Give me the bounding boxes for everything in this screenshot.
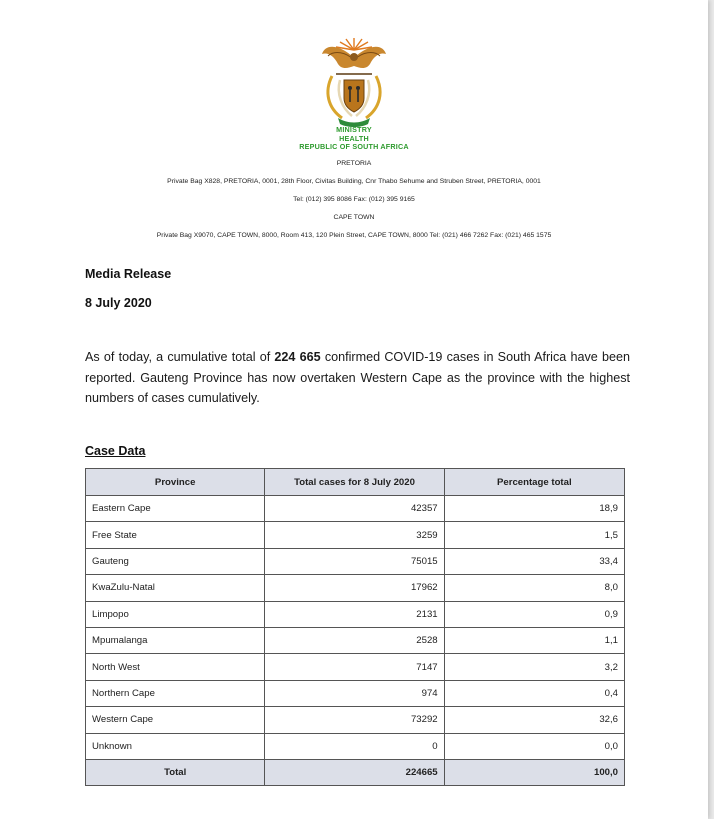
ministry-line: MINISTRY: [336, 125, 372, 134]
ministry-line: HEALTH: [339, 133, 369, 143]
total-label-cell: Total: [86, 759, 265, 785]
body-total: 224 665: [274, 350, 321, 364]
coat-of-arms-icon: [318, 36, 390, 128]
release-type: Media Release: [85, 267, 172, 281]
cape-town-address: Private Bag X9070, CAPE TOWN, 8000, Room 413, 120 Plein Street, CAPE TOWN, 8000 Tel: (021) 466 7262 Fax: (021) 465 1575: [156, 232, 552, 239]
percentage-cell: 33,4: [444, 548, 624, 574]
table-row: [86, 627, 625, 653]
table-row: [86, 707, 625, 733]
cases-cell: 7147: [265, 654, 444, 680]
cases-cell: 17962: [265, 575, 444, 601]
province-cell: Gauteng: [86, 548, 265, 574]
pretoria-address: Private Bag X828, PRETORIA, 0001, 28th Floor, Civitas Building, Cnr Thabo Sehume and Struben Street, PRETORIA, 0001: [167, 178, 541, 185]
body-intro: As of today, a cumulative total of: [85, 350, 275, 364]
table-row: [86, 654, 625, 680]
total-percentage-cell: 100,0: [444, 759, 624, 785]
percentage-cell: 8,0: [444, 575, 624, 601]
cases-cell: 974: [265, 680, 444, 706]
case-data-heading: Case Data: [85, 444, 146, 458]
cases-cell: 75015: [265, 548, 444, 574]
body-rest: confirmed COVID-19 cases in South Africa have been reported. Gauteng Province has now overtaken Western Cape as the province with the highest numbers of cases cumulatively.: [85, 350, 630, 406]
body-paragraph: [85, 347, 630, 409]
table-row: [86, 575, 625, 601]
case-table: [85, 468, 625, 786]
province-cell: Free State: [86, 522, 265, 548]
cases-cell: 0: [265, 733, 444, 759]
column-header-percentage: Percentage total: [444, 469, 624, 496]
province-cell: Eastern Cape: [86, 496, 265, 522]
province-cell: Mpumalanga: [86, 627, 265, 653]
ministry-line: REPUBLIC OF SOUTH AFRICA: [299, 142, 409, 152]
cases-cell: 2528: [265, 627, 444, 653]
pretoria-phone: Tel: (012) 395 8086 Fax: (012) 395 9165: [293, 196, 415, 203]
province-cell: Northern Cape: [86, 680, 265, 706]
table-header-row: [86, 469, 625, 496]
table-row: [86, 548, 625, 574]
cape-town-label: CAPE TOWN: [333, 214, 375, 221]
percentage-cell: 32,6: [444, 707, 624, 733]
province-cell: Western Cape: [86, 707, 265, 733]
total-cases-cell: 224665: [265, 759, 444, 785]
percentage-cell: 1,5: [444, 522, 624, 548]
cases-cell: 73292: [265, 707, 444, 733]
province-cell: KwaZulu-Natal: [86, 575, 265, 601]
table-row: [86, 680, 625, 706]
table-row: [86, 496, 625, 522]
ministry-heading: [0, 126, 708, 152]
percentage-cell: 0,9: [444, 601, 624, 627]
release-date: 8 July 2020: [85, 296, 152, 310]
column-header-cases: Total cases for 8 July 2020: [265, 469, 444, 496]
percentage-cell: 18,9: [444, 496, 624, 522]
column-header-province: Province: [86, 469, 265, 496]
cases-cell: 3259: [265, 522, 444, 548]
percentage-cell: 0,0: [444, 733, 624, 759]
percentage-cell: 3,2: [444, 654, 624, 680]
table-total-row: [86, 759, 625, 785]
cases-cell: 2131: [265, 601, 444, 627]
pretoria-label: PRETORIA: [336, 160, 372, 167]
table-row: [86, 522, 625, 548]
percentage-cell: 0,4: [444, 680, 624, 706]
percentage-cell: 1,1: [444, 627, 624, 653]
province-cell: Limpopo: [86, 601, 265, 627]
table-row: [86, 733, 625, 759]
table-row: [86, 601, 625, 627]
province-cell: North West: [86, 654, 265, 680]
cases-cell: 42357: [265, 496, 444, 522]
province-cell: Unknown: [86, 733, 265, 759]
